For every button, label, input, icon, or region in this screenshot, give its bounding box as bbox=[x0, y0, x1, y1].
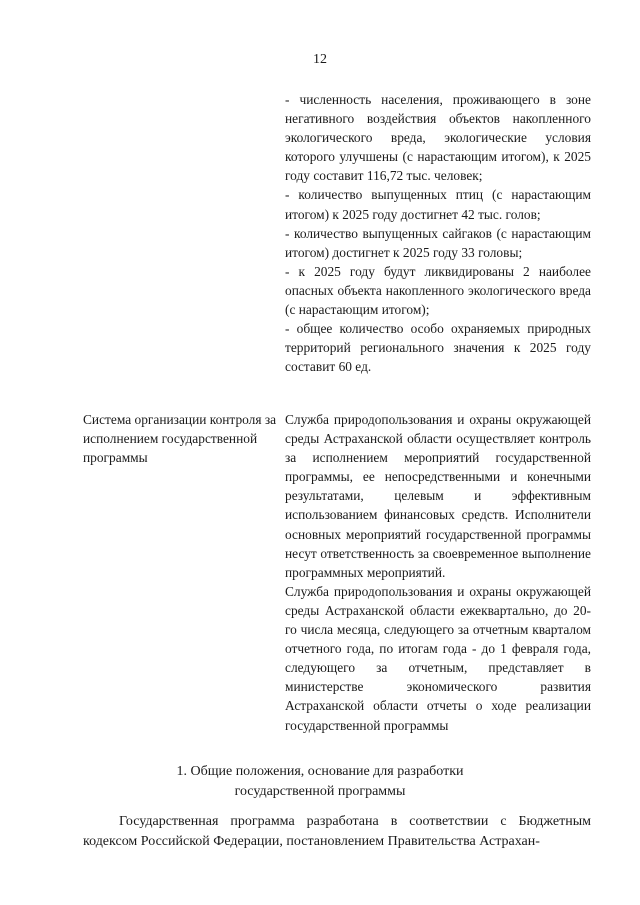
section-heading-line: государственной программы bbox=[234, 784, 406, 799]
indicator-item: - к 2025 году будут ликвидированы 2 наиболее опасных объекта накопленного экологического вреда (с нарастающим итогом); bbox=[285, 263, 591, 318]
target-indicators-list bbox=[285, 90, 591, 376]
indicator-item: - количество выпущенных сайгаков (с нарастающим итогом) достигнет к 2025 году 33 головы; bbox=[285, 225, 591, 260]
section-heading-line: 1. Общие положения, основание для разработки bbox=[176, 764, 464, 779]
page-number: 12 bbox=[313, 52, 327, 67]
control-paragraph: Служба природопользования и охраны окружающей среды Астраханской области ежеквартально, до 20-го числа месяца, следующего за отчетным кварталом отчетного года, по итогам года - до 1 февраля года, следующего за отчетным, представляет в министерстве экономического развития Астраханской области отчеты о ходе реализации государственной программы bbox=[285, 583, 591, 733]
section-heading bbox=[0, 762, 640, 802]
control-system-description bbox=[285, 410, 591, 735]
indicator-item: - численность населения, проживающего в зоне негативного воздействия объектов накопленного экологического вреда, экологические условия которого улучшены (с нарастающим итогом), к 2025 году составит 116,72 тыс. человек; bbox=[285, 92, 591, 184]
indicator-item: - общее количество особо охраняемых природных территорий регионального значения к 2025 году составит 60 ед. bbox=[285, 321, 591, 375]
indicator-item: - количество выпущенных птиц (с нарастающим итогом) к 2025 году достигнет 42 тыс. голов; bbox=[285, 187, 591, 222]
control-paragraph: Служба природопользования и охраны окружающей среды Астраханской области осуществляет контроль за исполнением мероприятий государственной программы, ее непосредственными и конечными результатами, целевым и эффективным использованием финансовых средств. Исполнители основных мероприятий государственной программы несут ответственность за своевременное выполнение программных мероприятий. bbox=[285, 412, 591, 580]
body-paragraph: Государственная программа разработана в соответствии с Бюджетным кодексом Российской Федерации, постановлением Правительства Астрахан- bbox=[83, 814, 591, 849]
control-system-label: Система организации контроля за исполнением государственной программы bbox=[83, 412, 277, 466]
